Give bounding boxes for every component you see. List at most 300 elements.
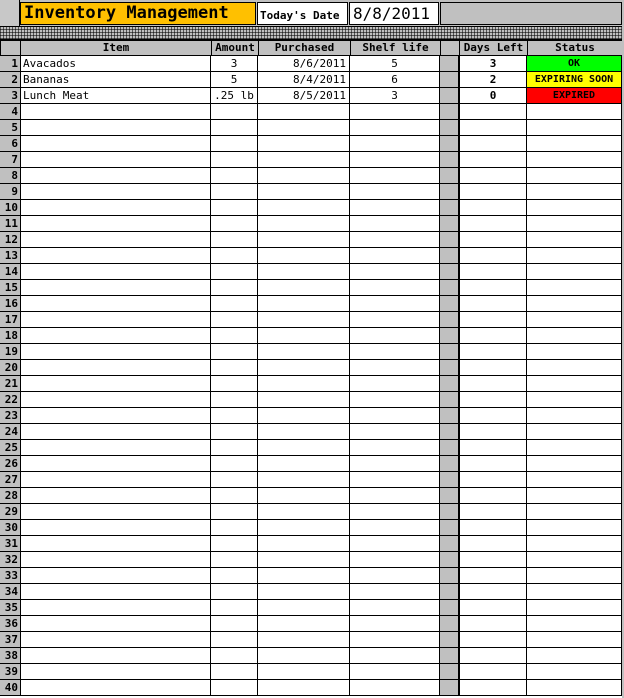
cell-status[interactable] <box>527 184 622 200</box>
cell-days-left[interactable] <box>459 552 527 568</box>
cell-separator[interactable] <box>440 264 459 280</box>
cell-status[interactable] <box>527 344 622 360</box>
cell-purchased[interactable] <box>258 120 350 136</box>
cell-separator[interactable] <box>440 184 459 200</box>
cell-shelf-life[interactable] <box>350 392 440 408</box>
cell-amount[interactable] <box>211 552 258 568</box>
cell-amount[interactable] <box>211 216 258 232</box>
cell-status[interactable] <box>527 280 622 296</box>
cell-amount[interactable] <box>211 280 258 296</box>
cell-purchased[interactable] <box>258 600 350 616</box>
cell-item[interactable]: Lunch Meat <box>21 88 211 104</box>
cell-item[interactable] <box>21 376 211 392</box>
cell-item[interactable] <box>21 440 211 456</box>
top-filler-cell[interactable] <box>440 2 622 25</box>
row-number: 36 <box>0 616 21 632</box>
cell-separator[interactable] <box>440 536 459 552</box>
cell-shelf-life[interactable] <box>350 520 440 536</box>
cell-amount[interactable] <box>211 632 258 648</box>
cell-status[interactable] <box>527 312 622 328</box>
cell-amount[interactable] <box>211 600 258 616</box>
cell-purchased[interactable] <box>258 296 350 312</box>
table-row <box>0 680 624 696</box>
cell-amount[interactable] <box>211 200 258 216</box>
cell-shelf-life[interactable]: 6 <box>350 72 440 88</box>
cell-separator[interactable] <box>440 600 459 616</box>
cell-item[interactable] <box>21 520 211 536</box>
cell-separator[interactable] <box>440 56 459 72</box>
cell-shelf-life[interactable] <box>350 248 440 264</box>
cell-status[interactable] <box>527 632 622 648</box>
cell-days-left[interactable] <box>459 184 527 200</box>
cell-shelf-life[interactable] <box>350 536 440 552</box>
cell-shelf-life[interactable] <box>350 232 440 248</box>
cell-shelf-life[interactable] <box>350 664 440 680</box>
cell-item[interactable] <box>21 136 211 152</box>
cell-purchased[interactable] <box>258 216 350 232</box>
cell-purchased[interactable] <box>258 184 350 200</box>
cell-shelf-life[interactable] <box>350 280 440 296</box>
cell-amount[interactable] <box>211 664 258 680</box>
cell-days-left[interactable] <box>459 424 527 440</box>
cell-purchased[interactable] <box>258 424 350 440</box>
cell-days-left[interactable] <box>459 504 527 520</box>
cell-amount[interactable] <box>211 520 258 536</box>
cell-item[interactable] <box>21 312 211 328</box>
cell-item[interactable] <box>21 264 211 280</box>
cell-shelf-life[interactable] <box>350 568 440 584</box>
cell-item[interactable] <box>21 456 211 472</box>
column-header-shelf-life[interactable]: Shelf life <box>350 40 441 56</box>
cell-shelf-life[interactable] <box>350 648 440 664</box>
cell-item[interactable] <box>21 552 211 568</box>
cell-shelf-life[interactable] <box>350 344 440 360</box>
cell-separator[interactable] <box>440 312 459 328</box>
cell-separator[interactable] <box>440 328 459 344</box>
cell-purchased[interactable] <box>258 472 350 488</box>
cell-item[interactable] <box>21 472 211 488</box>
cell-shelf-life[interactable] <box>350 680 440 696</box>
cell-purchased[interactable] <box>258 552 350 568</box>
cell-status[interactable] <box>527 120 622 136</box>
table-row <box>0 632 624 648</box>
cell-purchased[interactable] <box>258 584 350 600</box>
cell-purchased[interactable] <box>258 536 350 552</box>
cell-purchased[interactable] <box>258 488 350 504</box>
cell-days-left[interactable] <box>459 120 527 136</box>
cell-shelf-life[interactable] <box>350 312 440 328</box>
cell-purchased[interactable] <box>258 392 350 408</box>
cell-purchased[interactable] <box>258 680 350 696</box>
cell-status[interactable] <box>527 392 622 408</box>
cell-shelf-life[interactable] <box>350 376 440 392</box>
cell-amount[interactable] <box>211 440 258 456</box>
cell-days-left[interactable] <box>459 440 527 456</box>
cell-separator[interactable] <box>440 360 459 376</box>
cell-shelf-life[interactable] <box>350 360 440 376</box>
cell-days-left[interactable] <box>459 632 527 648</box>
cell-status[interactable] <box>527 488 622 504</box>
cell-amount[interactable] <box>211 680 258 696</box>
cell-separator[interactable] <box>440 664 459 680</box>
todays-date-label[interactable]: Today's Date <box>257 2 348 25</box>
cell-item[interactable] <box>21 184 211 200</box>
cell-days-left[interactable] <box>459 232 527 248</box>
cell-amount[interactable] <box>211 488 258 504</box>
cell-status[interactable] <box>527 600 622 616</box>
cell-days-left[interactable] <box>459 520 527 536</box>
cell-shelf-life[interactable] <box>350 200 440 216</box>
cell-separator[interactable] <box>440 120 459 136</box>
cell-status[interactable] <box>527 584 622 600</box>
cell-separator[interactable] <box>440 296 459 312</box>
cell-days-left[interactable] <box>459 456 527 472</box>
cell-status[interactable] <box>527 456 622 472</box>
cell-purchased[interactable] <box>258 136 350 152</box>
cell-item[interactable] <box>21 120 211 136</box>
cell-status[interactable] <box>527 232 622 248</box>
cell-item[interactable] <box>21 488 211 504</box>
todays-date-value[interactable]: 8/8/2011 <box>349 2 439 25</box>
cell-shelf-life[interactable] <box>350 328 440 344</box>
cell-item[interactable] <box>21 328 211 344</box>
column-header-item[interactable]: Item <box>20 40 212 56</box>
cell-amount[interactable] <box>211 248 258 264</box>
cell-purchased[interactable]: 8/4/2011 <box>258 72 350 88</box>
cell-amount[interactable] <box>211 328 258 344</box>
cell-item[interactable] <box>21 664 211 680</box>
cell-status[interactable] <box>527 328 622 344</box>
cell-shelf-life[interactable] <box>350 504 440 520</box>
cell-separator[interactable] <box>440 232 459 248</box>
cell-status[interactable]: EXPIRED <box>527 88 622 104</box>
cell-purchased[interactable] <box>258 280 350 296</box>
cell-amount[interactable] <box>211 408 258 424</box>
cell-shelf-life[interactable] <box>350 456 440 472</box>
cell-shelf-life[interactable] <box>350 296 440 312</box>
cell-status[interactable] <box>527 616 622 632</box>
cell-status[interactable] <box>527 168 622 184</box>
cell-item[interactable] <box>21 504 211 520</box>
cell-amount[interactable] <box>211 184 258 200</box>
cell-days-left[interactable] <box>459 248 527 264</box>
cell-amount[interactable] <box>211 264 258 280</box>
cell-days-left[interactable]: 3 <box>459 56 527 72</box>
cell-days-left[interactable] <box>459 568 527 584</box>
cell-days-left[interactable] <box>459 136 527 152</box>
cell-separator[interactable] <box>440 248 459 264</box>
cell-shelf-life[interactable] <box>350 600 440 616</box>
cell-shelf-life[interactable] <box>350 424 440 440</box>
cell-days-left[interactable] <box>459 616 527 632</box>
cell-days-left[interactable] <box>459 200 527 216</box>
cell-amount[interactable] <box>211 232 258 248</box>
cell-days-left[interactable] <box>459 328 527 344</box>
cell-shelf-life[interactable] <box>350 552 440 568</box>
cell-shelf-life[interactable] <box>350 168 440 184</box>
cell-days-left[interactable]: 0 <box>459 88 527 104</box>
cell-item[interactable] <box>21 104 211 120</box>
cell-shelf-life[interactable]: 5 <box>350 56 440 72</box>
sheet-title[interactable]: Inventory Management <box>20 2 256 25</box>
cell-item[interactable] <box>21 248 211 264</box>
cell-purchased[interactable] <box>258 504 350 520</box>
cell-purchased[interactable]: 8/5/2011 <box>258 88 350 104</box>
cell-amount[interactable]: .25 lb <box>211 88 258 104</box>
cell-days-left[interactable] <box>459 472 527 488</box>
cell-separator[interactable] <box>440 152 459 168</box>
cell-status[interactable] <box>527 216 622 232</box>
cell-status[interactable] <box>527 568 622 584</box>
cell-days-left[interactable] <box>459 376 527 392</box>
cell-amount[interactable] <box>211 456 258 472</box>
cell-separator[interactable] <box>440 488 459 504</box>
cell-status[interactable] <box>527 440 622 456</box>
cell-amount[interactable] <box>211 360 258 376</box>
cell-item[interactable] <box>21 296 211 312</box>
cell-status[interactable] <box>527 520 622 536</box>
cell-shelf-life[interactable] <box>350 184 440 200</box>
table-row <box>0 456 624 472</box>
cell-purchased[interactable] <box>258 360 350 376</box>
cell-purchased[interactable] <box>258 312 350 328</box>
cell-shelf-life[interactable] <box>350 584 440 600</box>
cell-purchased[interactable] <box>258 440 350 456</box>
cell-item[interactable] <box>21 616 211 632</box>
cell-separator[interactable] <box>440 568 459 584</box>
cell-item[interactable] <box>21 632 211 648</box>
cell-purchased[interactable] <box>258 616 350 632</box>
cell-status[interactable] <box>527 648 622 664</box>
cell-separator[interactable] <box>440 632 459 648</box>
cell-days-left[interactable] <box>459 648 527 664</box>
cell-amount[interactable] <box>211 536 258 552</box>
cell-days-left[interactable] <box>459 280 527 296</box>
cell-item[interactable] <box>21 536 211 552</box>
cell-separator[interactable] <box>440 216 459 232</box>
cell-separator[interactable] <box>440 72 459 88</box>
cell-amount[interactable] <box>211 104 258 120</box>
cell-purchased[interactable]: 8/6/2011 <box>258 56 350 72</box>
cell-status[interactable] <box>527 408 622 424</box>
cell-amount[interactable] <box>211 152 258 168</box>
cell-separator[interactable] <box>440 280 459 296</box>
cell-shelf-life[interactable]: 3 <box>350 88 440 104</box>
cell-item[interactable] <box>21 232 211 248</box>
column-header-amount[interactable]: Amount <box>211 40 259 56</box>
table-row <box>0 376 624 392</box>
cell-separator[interactable] <box>440 136 459 152</box>
cell-status[interactable] <box>527 264 622 280</box>
cell-status[interactable] <box>527 424 622 440</box>
cell-purchased[interactable] <box>258 328 350 344</box>
cell-separator[interactable] <box>440 168 459 184</box>
cell-status[interactable] <box>527 200 622 216</box>
cell-purchased[interactable] <box>258 104 350 120</box>
cell-item[interactable] <box>21 648 211 664</box>
cell-status[interactable] <box>527 664 622 680</box>
cell-item[interactable]: Avacados <box>21 56 211 72</box>
cell-separator[interactable] <box>440 472 459 488</box>
column-header-purchased[interactable]: Purchased <box>258 40 351 56</box>
cell-status[interactable] <box>527 376 622 392</box>
cell-amount[interactable] <box>211 392 258 408</box>
cell-shelf-life[interactable] <box>350 488 440 504</box>
cell-shelf-life[interactable] <box>350 136 440 152</box>
cell-separator[interactable] <box>440 680 459 696</box>
cell-separator[interactable] <box>440 456 459 472</box>
cell-separator[interactable] <box>440 584 459 600</box>
cell-amount[interactable] <box>211 648 258 664</box>
cell-status[interactable] <box>527 472 622 488</box>
cell-days-left[interactable] <box>459 600 527 616</box>
cell-item[interactable] <box>21 392 211 408</box>
cell-shelf-life[interactable] <box>350 264 440 280</box>
cell-item[interactable] <box>21 280 211 296</box>
cell-purchased[interactable] <box>258 248 350 264</box>
cell-separator[interactable] <box>440 424 459 440</box>
cell-separator[interactable] <box>440 648 459 664</box>
cell-status[interactable] <box>527 296 622 312</box>
cell-days-left[interactable] <box>459 312 527 328</box>
cell-separator[interactable] <box>440 440 459 456</box>
cell-status[interactable] <box>527 104 622 120</box>
cell-days-left[interactable] <box>459 664 527 680</box>
cell-amount[interactable] <box>211 568 258 584</box>
cell-purchased[interactable] <box>258 568 350 584</box>
cell-separator[interactable] <box>440 200 459 216</box>
cell-days-left[interactable] <box>459 536 527 552</box>
column-header-days-left[interactable]: Days Left <box>459 40 528 56</box>
cell-status[interactable] <box>527 680 622 696</box>
cell-amount[interactable] <box>211 376 258 392</box>
cell-purchased[interactable] <box>258 152 350 168</box>
cell-shelf-life[interactable] <box>350 216 440 232</box>
cell-item[interactable]: Bananas <box>21 72 211 88</box>
cell-status[interactable]: OK <box>527 56 622 72</box>
cell-shelf-life[interactable] <box>350 104 440 120</box>
column-header-status[interactable]: Status <box>527 40 623 56</box>
cell-separator[interactable] <box>440 344 459 360</box>
cell-purchased[interactable] <box>258 232 350 248</box>
cell-shelf-life[interactable] <box>350 152 440 168</box>
cell-purchased[interactable] <box>258 376 350 392</box>
cell-item[interactable] <box>21 344 211 360</box>
cell-days-left[interactable] <box>459 408 527 424</box>
cell-item[interactable] <box>21 360 211 376</box>
cell-purchased[interactable] <box>258 408 350 424</box>
cell-shelf-life[interactable] <box>350 120 440 136</box>
cell-item[interactable] <box>21 680 211 696</box>
cell-shelf-life[interactable] <box>350 408 440 424</box>
cell-shelf-life[interactable] <box>350 440 440 456</box>
cell-item[interactable] <box>21 424 211 440</box>
cell-separator[interactable] <box>440 392 459 408</box>
table-row <box>0 264 624 280</box>
cell-status[interactable] <box>527 360 622 376</box>
cell-item[interactable] <box>21 408 211 424</box>
cell-amount[interactable] <box>211 584 258 600</box>
cell-amount[interactable] <box>211 344 258 360</box>
cell-days-left[interactable] <box>459 584 527 600</box>
cell-item[interactable] <box>21 152 211 168</box>
cell-separator[interactable] <box>440 552 459 568</box>
cell-shelf-life[interactable] <box>350 472 440 488</box>
cell-purchased[interactable] <box>258 200 350 216</box>
cell-amount[interactable] <box>211 296 258 312</box>
cell-item[interactable] <box>21 168 211 184</box>
cell-item[interactable] <box>21 600 211 616</box>
cell-amount[interactable]: 3 <box>211 56 258 72</box>
cell-days-left[interactable] <box>459 104 527 120</box>
cell-amount[interactable] <box>211 504 258 520</box>
table-row <box>0 72 624 88</box>
cell-separator[interactable] <box>440 104 459 120</box>
header-corner[interactable] <box>0 40 21 56</box>
cell-item[interactable] <box>21 200 211 216</box>
cell-separator[interactable] <box>440 504 459 520</box>
cell-amount[interactable] <box>211 168 258 184</box>
cell-amount[interactable] <box>211 120 258 136</box>
cell-purchased[interactable] <box>258 648 350 664</box>
cell-amount[interactable] <box>211 136 258 152</box>
cell-purchased[interactable] <box>258 632 350 648</box>
cell-status[interactable] <box>527 552 622 568</box>
cell-status[interactable]: EXPIRING SOON <box>527 72 622 88</box>
cell-separator[interactable] <box>440 88 459 104</box>
cell-purchased[interactable] <box>258 664 350 680</box>
cell-shelf-life[interactable] <box>350 632 440 648</box>
cell-separator[interactable] <box>440 376 459 392</box>
cell-days-left[interactable] <box>459 488 527 504</box>
cell-item[interactable] <box>21 216 211 232</box>
cell-status[interactable] <box>527 504 622 520</box>
cell-shelf-life[interactable] <box>350 616 440 632</box>
column-header-separator[interactable] <box>440 40 460 56</box>
cell-days-left[interactable] <box>459 344 527 360</box>
cell-amount[interactable]: 5 <box>211 72 258 88</box>
cell-status[interactable] <box>527 136 622 152</box>
cell-days-left[interactable] <box>459 152 527 168</box>
cell-separator[interactable] <box>440 616 459 632</box>
cell-status[interactable] <box>527 248 622 264</box>
cell-days-left[interactable] <box>459 680 527 696</box>
cell-item[interactable] <box>21 584 211 600</box>
cell-purchased[interactable] <box>258 520 350 536</box>
cell-status[interactable] <box>527 152 622 168</box>
cell-purchased[interactable] <box>258 456 350 472</box>
cell-amount[interactable] <box>211 472 258 488</box>
cell-amount[interactable] <box>211 616 258 632</box>
cell-purchased[interactable] <box>258 264 350 280</box>
cell-separator[interactable] <box>440 408 459 424</box>
cell-status[interactable] <box>527 536 622 552</box>
cell-days-left[interactable] <box>459 264 527 280</box>
corner-cell[interactable] <box>0 0 20 26</box>
cell-amount[interactable] <box>211 424 258 440</box>
cell-days-left[interactable] <box>459 392 527 408</box>
cell-days-left[interactable] <box>459 360 527 376</box>
cell-purchased[interactable] <box>258 344 350 360</box>
cell-purchased[interactable] <box>258 168 350 184</box>
cell-days-left[interactable] <box>459 216 527 232</box>
cell-days-left[interactable] <box>459 168 527 184</box>
cell-amount[interactable] <box>211 312 258 328</box>
cell-separator[interactable] <box>440 520 459 536</box>
cell-days-left[interactable] <box>459 296 527 312</box>
cell-days-left[interactable]: 2 <box>459 72 527 88</box>
cell-item[interactable] <box>21 568 211 584</box>
